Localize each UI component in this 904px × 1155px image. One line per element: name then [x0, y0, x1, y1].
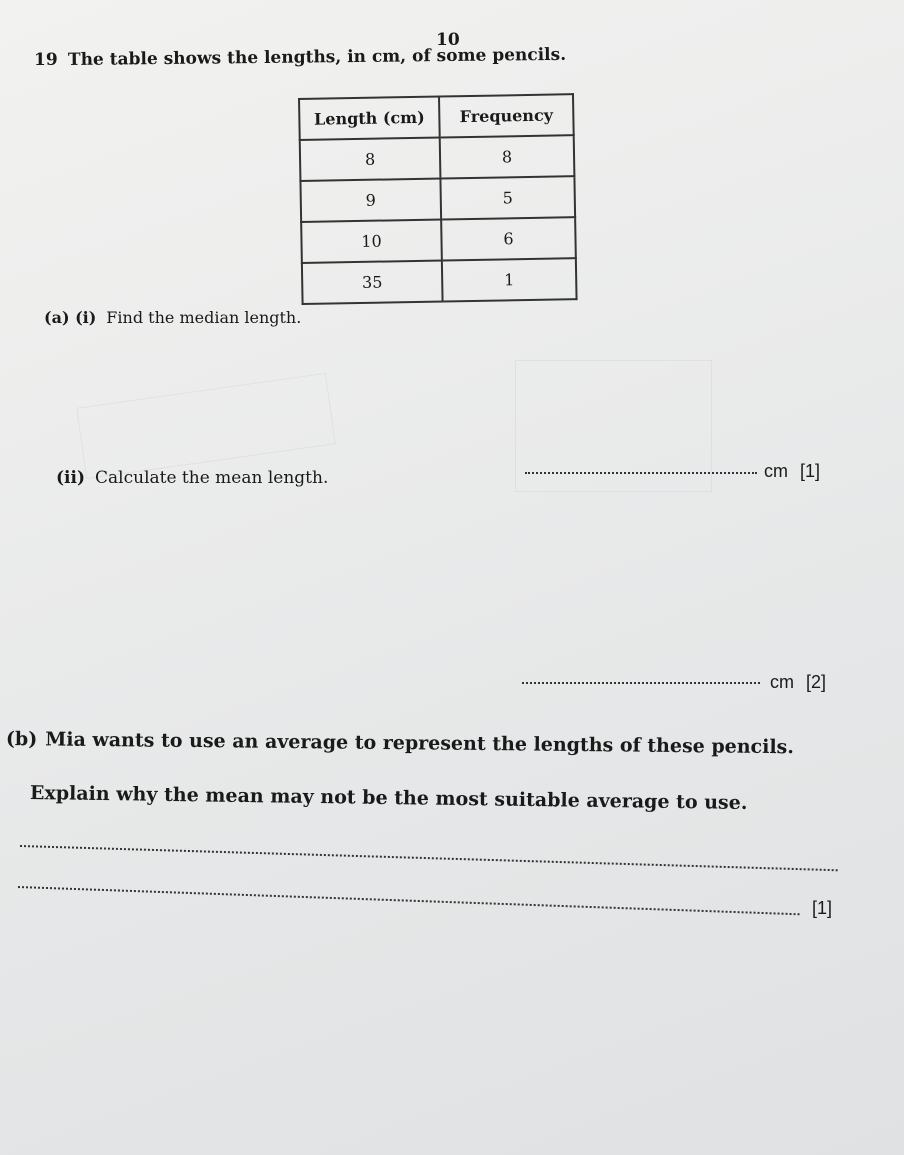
table-row [300, 135, 575, 181]
table-cell-length: 9 [300, 179, 441, 222]
question-intro: The table shows the lengths, in cm, of some pencils. [67, 44, 567, 70]
explain-not: not [320, 786, 356, 809]
explain-after: be the most suitable average to use. [355, 786, 748, 815]
unit-a-i: cm [764, 461, 788, 481]
question-b-tag: (b) [5, 728, 38, 751]
table-cell-frequency: 8 [440, 135, 575, 178]
table-header-frequency: Frequency [439, 94, 574, 137]
marks-b: [1] [812, 898, 833, 918]
question-a-i-text: Find the median length. [106, 308, 302, 327]
question-b-explain [30, 782, 748, 814]
table-row [302, 258, 577, 304]
unit-a-ii: cm [770, 672, 794, 692]
question-b-text: Mia wants to use an average to represent the lengths of these pencils. [45, 728, 795, 759]
table-row [301, 217, 576, 263]
table-row [300, 176, 575, 222]
table-cell-frequency: 5 [440, 176, 575, 219]
table-cell-length: 8 [300, 138, 441, 181]
table-cell-frequency: 1 [442, 258, 577, 301]
question-a-ii-tag: (ii) [56, 468, 86, 488]
table-cell-length: 35 [302, 261, 443, 304]
question-a-ii-text: Calculate the mean length. [95, 468, 329, 488]
answer-line-b-1[interactable] [20, 845, 838, 871]
question-number: 19 [34, 50, 58, 70]
question-a-ii [56, 468, 328, 488]
frequency-table [298, 93, 578, 305]
question-b [6, 728, 794, 758]
question-a-i-tag: (a) (i) [44, 308, 97, 327]
marks-a-ii: [2] [806, 672, 827, 692]
answer-line-a-ii[interactable] [522, 682, 760, 684]
question-a-i [44, 308, 301, 327]
page-number: 10 [436, 30, 460, 50]
answer-line-a-i[interactable] [525, 472, 757, 474]
marks-a-i: [1] [800, 461, 821, 481]
table-cell-frequency: 6 [441, 217, 576, 260]
answer-line-b-2[interactable] [18, 886, 800, 915]
explain-before: Explain why the mean may [29, 782, 321, 809]
table-cell-length: 10 [301, 220, 442, 263]
table-header-length: Length (cm) [299, 97, 440, 140]
